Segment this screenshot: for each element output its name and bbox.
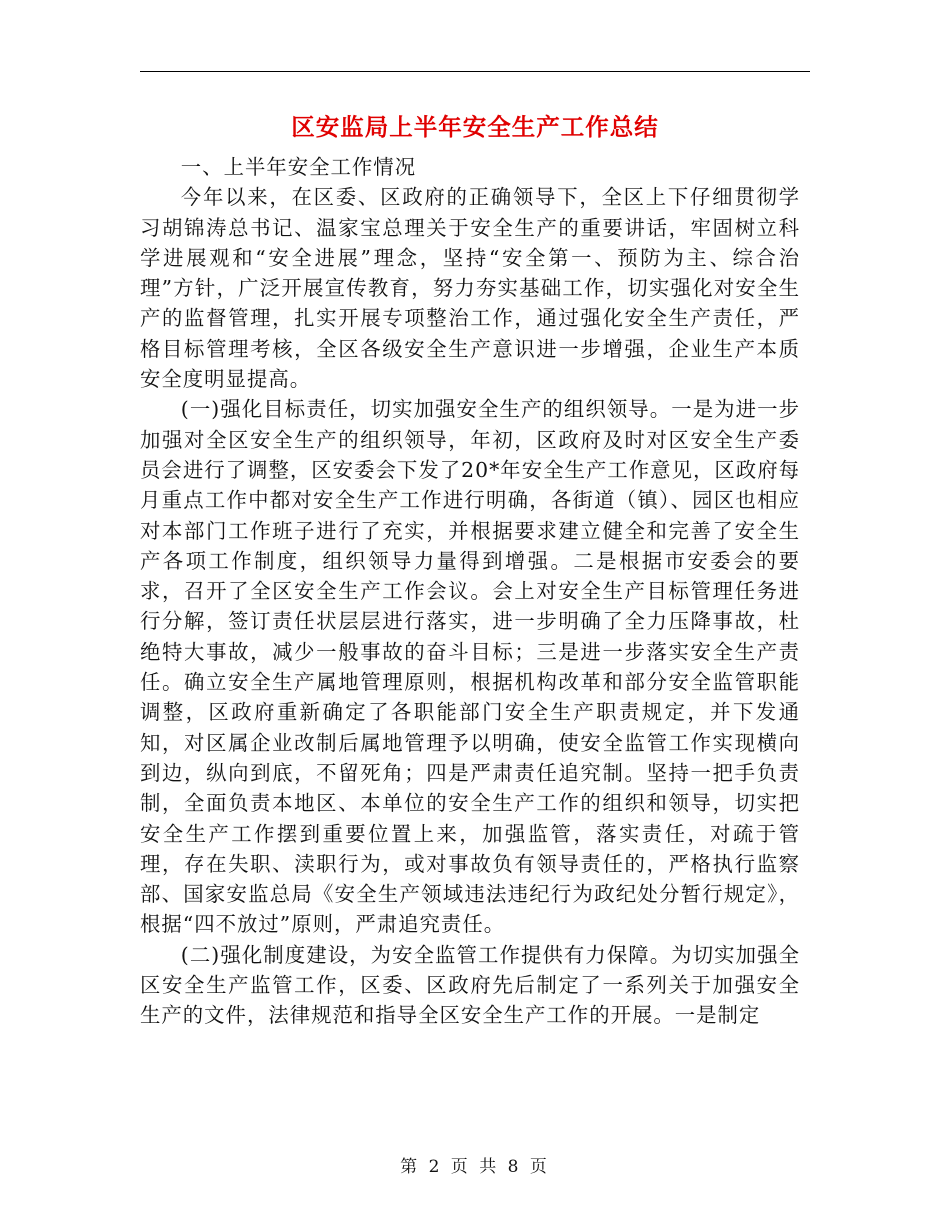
paragraph-intro: 今年以来，在区委、区政府的正确领导下，全区上下仔细贯彻学习胡锦涛总书记、温家宝总理关于安全生产的重要讲话，牢固树立科学进展观和“安全进展”理念，坚持“安全第一、预防为主、综合治理”方针，广泛开展宣传教育，努力夯实基础工作，切实强化对安全生产的监督管理，扎实开展专项整治工作，通过强化安全生产责任，严格目标管理考核，全区各级安全生产意识进一步增强，企业生产本质安全度明显提高。: [140, 185, 800, 392]
paragraph-system-construction: (二)强化制度建设，为安全监管工作提供有力保障。为切实加强全区安全生产监管工作，区委、区政府先后制定了一系列关于加强安全生产的文件，法律规范和指导全区安全生产工作的开展。一是制定: [140, 942, 800, 1028]
paragraph-target-responsibility: (一)强化目标责任，切实加强安全生产的组织领导。一是为进一步加强对全区安全生产的组织领导，年初，区政府及时对区安全生产委员会进行了调整，区安委会下发了20*年安全生产工作意见，区政府每月重点工作中都对安全生产工作进行明确，各街道（镇）、园区也相应对本部门工作班子进行了充实，并根据要求建立健全和完善了安全生产各项工作制度，组织领导力量得到增强。二是根据市安委会的要求，召开了全区安全生产工作会议。会上对安全生产目标管理任务进行分解，签订责任状层层进行落实，进一步明确了全力压降事故，杜绝特大事故，减少一般事故的奋斗目标；三是进一步落实安全生产责任。确立安全生产属地管理原则，根据机构改革和部分安全监管职能调整，区政府重新确定了各职能部门安全生产职责规定，并下发通知，对区属企业改制后属地管理予以明确，使安全监管工作实现横向到边，纵向到底，不留死角；四是严肃责任追究制。坚持一把手负责制，全面负责本地区、本单位的安全生产工作的组织和领导，切实把安全生产工作摆到重要位置上来，加强监管，落实责任，对疏于管理，存在失职、渎职行为，或对事故负有领导责任的，严格执行监察部、国家安监总局《安全生产领域违法违纪行为政纪处分暂行规定》，根据“四不放过”原则，严肃追究责任。: [140, 397, 800, 937]
page-footer: 第 2 页 共 8 页: [400, 1157, 550, 1177]
section-heading: 一、上半年安全工作情况: [180, 155, 417, 179]
document-title: 区安监局上半年安全生产工作总结: [291, 113, 659, 141]
document-body: [140, 152, 800, 1031]
header-rule: [140, 71, 810, 72]
